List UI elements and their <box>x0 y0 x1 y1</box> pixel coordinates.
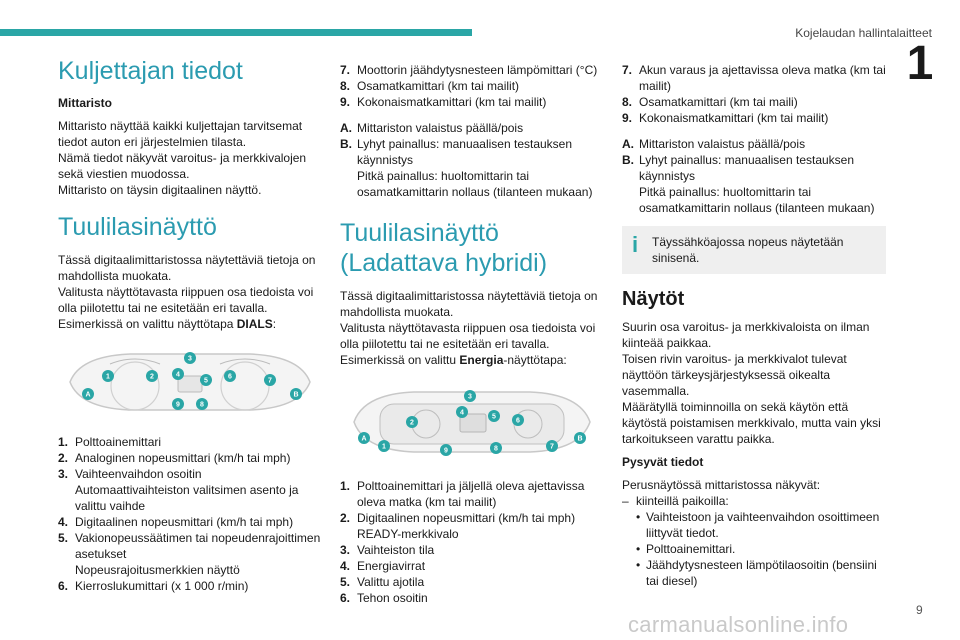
text-fragment: -näyttötapa: <box>503 353 567 367</box>
item-text: Vakionopeussäätimen tai nopeudenrajoittimen asetukset Nopeusrajoitusmerkkien näyttö <box>75 531 321 577</box>
list-item <box>622 493 886 509</box>
item-number: 6. <box>340 591 351 605</box>
item-text: Kierroslukumittari (x 1 000 r/min) <box>75 579 249 593</box>
item-number: 4. <box>58 515 69 529</box>
item-number: 3. <box>58 467 69 481</box>
callout-3: 3 <box>468 393 472 401</box>
text-line: Tässä digitaalimittaristossa näytettäviä tietoja on mahdollista muokata. <box>340 289 598 319</box>
item-number: 9. <box>622 111 633 125</box>
legend-list-buttons-2 <box>622 136 886 216</box>
text-fragment: Esimerkissä on valittu näyttötapa <box>58 317 237 331</box>
list-item <box>58 434 322 450</box>
text-line: Toisen rivin varoitus- ja merkkivalot tulevat näyttöön tärkeysjärjestyksessä oikealta vasemmalla. <box>622 352 847 398</box>
item-text: Jäähdytysnesteen lämpötilaosoitin (bensiini tai diesel) <box>646 558 877 588</box>
callout-7: 7 <box>268 377 272 385</box>
item-text: Lyhyt painallus: manuaalisen testauksen käynnistys Pitkä painallus: huoltomittarin tai osamatkamittarin nollaus (tilanteen mukaan) <box>639 153 875 215</box>
item-number: 7. <box>340 63 351 77</box>
callout-5: 5 <box>204 377 208 385</box>
item-number: 9. <box>340 95 351 109</box>
item-text: Polttoainemittari ja jäljellä oleva ajettavissa oleva matka (km tai mailit) <box>357 479 585 509</box>
text-line: Suurin osa varoitus- ja merkkivaloista on ilman kiinteää paikkaa. <box>622 320 870 350</box>
text-line: Mittaristo näyttää kaikki kuljettajan tarvitsemat tiedot auton eri järjestelmien tilasta. <box>58 119 303 149</box>
section-title-hud: Tuulilasinäyttö <box>58 213 217 241</box>
item-number: A. <box>622 137 634 151</box>
dash-bullet: – <box>622 494 629 508</box>
item-number: B. <box>622 153 634 167</box>
dials-mode-label: DIALS <box>236 317 273 331</box>
subheading-permanent-info: Pysyvät tiedot <box>622 455 704 469</box>
item-text: Moottorin jäähdytysnesteen lämpömittari (°C) <box>357 63 598 77</box>
callout-6: 6 <box>516 417 520 425</box>
list-item <box>58 530 322 578</box>
list-item <box>636 541 886 557</box>
text-line: Valitusta näyttötavasta riippuen osa tiedoista voi olla piilotettu tai ne esitetään eri tavalla. <box>58 285 314 315</box>
list-item <box>58 514 322 530</box>
item-number: 7. <box>622 63 633 77</box>
item-text: kiinteillä paikoilla: <box>636 494 729 508</box>
item-text: Mittariston valaistus päällä/pois <box>639 137 806 151</box>
info-note <box>622 226 886 274</box>
info-icon: i <box>632 232 639 257</box>
column-1 <box>58 56 322 604</box>
chapter-number: 1 <box>906 37 934 90</box>
section-header: Kojelaudan hallintalaitteet <box>795 26 932 40</box>
callout-4: 4 <box>460 409 464 417</box>
section-title-driver-info: Kuljettajan tiedot <box>58 57 243 85</box>
item-number: 2. <box>58 451 69 465</box>
item-number: 5. <box>340 575 351 589</box>
callout-B: B <box>577 435 583 443</box>
item-text: Lyhyt painallus: manuaalisen testauksen käynnistys Pitkä painallus: huoltomittarin tai osamatkamittarin nollaus (tilanteen mukaan) <box>357 137 593 199</box>
callout-9: 9 <box>176 401 180 409</box>
item-text: Polttoainemittari <box>75 435 162 449</box>
column-2 <box>340 62 604 616</box>
callout-1: 1 <box>106 373 110 381</box>
item-number: A. <box>340 121 352 135</box>
callout-A: A <box>85 391 91 399</box>
item-text: Akun varaus ja ajettavissa oleva matka (km tai mailit) <box>639 63 886 93</box>
list-item <box>636 557 886 589</box>
legend-list-energy-cont <box>622 62 886 126</box>
list-item <box>340 574 604 590</box>
item-text: Analoginen nopeusmittari (km/h tai mph) <box>75 451 291 465</box>
list-item <box>340 478 604 510</box>
text-line: Mittaristo on täysin digitaalinen näyttö. <box>58 183 262 197</box>
callout-6: 6 <box>228 373 232 381</box>
item-text: Vaihteiston tila <box>357 543 435 557</box>
item-text: Vaihteistoon ja vaihteenvaihdon osoittimeen liittyvät tiedot. <box>646 510 880 540</box>
item-text: Valittu ajotila <box>357 575 425 589</box>
item-text: Osamatkamittari (km tai maili) <box>639 95 798 109</box>
item-text: Tehon osoitin <box>357 591 428 605</box>
text-line: Valitusta näyttötavasta riippuen osa tiedoista voi olla piilotettu tai ne esitetään eri tavalla. <box>340 321 596 351</box>
watermark: carmanualsonline.info <box>628 612 849 637</box>
item-text: Energiavirrat <box>357 559 426 573</box>
text-fragment: Esimerkissä on valittu <box>340 353 460 367</box>
item-number: 8. <box>340 79 351 93</box>
callout-1: 1 <box>382 443 386 451</box>
header-accent-bar <box>0 29 472 36</box>
list-item <box>58 466 322 514</box>
text-line: Tässä digitaalimittaristossa näytettäviä tietoja on mahdollista muokata. <box>58 253 316 283</box>
item-text: Digitaalinen nopeusmittari (km/h tai mph) <box>75 515 294 529</box>
callout-B: B <box>293 391 299 399</box>
list-item <box>340 590 604 606</box>
column-3 <box>622 62 886 589</box>
item-number: 1. <box>58 435 69 449</box>
callout-5: 5 <box>492 413 496 421</box>
list-item <box>58 578 322 594</box>
page-number: 9 <box>916 603 923 617</box>
callout-7: 7 <box>550 443 554 451</box>
text-line: Nämä tiedot näkyvät varoitus- ja merkkivalojen sekä viestien muodossa. <box>58 151 307 181</box>
list-item <box>622 94 886 110</box>
list-item <box>340 62 604 78</box>
legend-list-dials <box>58 434 322 594</box>
paragraph-hud-hybrid <box>340 288 604 368</box>
list-item <box>622 62 886 94</box>
item-number: 3. <box>340 543 351 557</box>
item-number: 8. <box>622 95 633 109</box>
list-item <box>622 110 886 126</box>
item-number: 5. <box>58 531 69 545</box>
callout-4: 4 <box>176 371 180 379</box>
item-number: 2. <box>340 511 351 525</box>
callout-8: 8 <box>494 445 498 453</box>
legend-list-dials-cont <box>340 62 604 110</box>
callout-8: 8 <box>200 401 204 409</box>
legend-list-energy <box>340 478 604 606</box>
dashboard-diagram-energy <box>342 382 602 462</box>
paragraph-displays <box>622 319 886 447</box>
paragraph-instrument-panel <box>58 118 322 198</box>
list-item <box>340 542 604 558</box>
item-number: 1. <box>340 479 351 493</box>
item-text: Kokonaismatkamittari (km tai mailit) <box>357 95 547 109</box>
bullet: • <box>636 510 641 524</box>
item-text: Osamatkamittari (km tai mailit) <box>357 79 520 93</box>
item-number: 6. <box>58 579 69 593</box>
list-item <box>636 509 886 541</box>
list-item <box>340 136 604 200</box>
paragraph-permanent-info: Perusnäytössä mittaristossa näkyvät: <box>622 478 821 492</box>
subheading-instrument-panel: Mittaristo <box>58 96 112 110</box>
list-item <box>622 136 886 152</box>
callout-A: A <box>361 435 367 443</box>
list-item <box>622 152 886 216</box>
dashboard-diagram-dials <box>60 346 320 418</box>
callout-2: 2 <box>410 419 414 427</box>
list-item <box>340 78 604 94</box>
item-text: Polttoainemittari. <box>646 542 736 556</box>
callout-2: 2 <box>150 373 154 381</box>
item-text: Vaihteenvaihdon osoitin Automaattivaihteiston valitsimen asento ja valittu vaihde <box>75 467 299 513</box>
text-line <box>58 316 322 332</box>
legend-list-buttons <box>340 120 604 200</box>
section-title-displays: Näytöt <box>622 288 685 310</box>
item-text: Kokonaismatkamittari (km tai mailit) <box>639 111 829 125</box>
list-item <box>340 120 604 136</box>
item-number: 4. <box>340 559 351 573</box>
callout-9: 9 <box>444 447 448 455</box>
list-item <box>340 510 604 542</box>
energy-mode-label: Energia <box>459 353 504 367</box>
list-item <box>340 94 604 110</box>
paragraph-hud <box>58 252 322 332</box>
callout-3: 3 <box>188 355 192 363</box>
note-text: Täyssähköajossa nopeus näytetään sinisenä. <box>652 235 844 265</box>
text-line <box>340 352 604 368</box>
list-item <box>340 558 604 574</box>
item-text: Digitaalinen nopeusmittari (km/h tai mph) READY-merkkivalo <box>357 511 576 541</box>
item-number: B. <box>340 137 352 151</box>
item-text: Mittariston valaistus päällä/pois <box>357 121 524 135</box>
dash-list <box>622 493 886 509</box>
section-title-hud-hybrid: Tuulilasinäyttö (Ladattava hybridi) <box>340 219 548 277</box>
bullet: • <box>636 558 641 572</box>
list-item <box>58 450 322 466</box>
text-fragment: : <box>272 317 277 331</box>
text-line: Määrätyllä toiminnoilla on sekä käytön että käytöstä poistamisen merkkivalo, mutta vain yksi tarkoitukseen varattu paikka. <box>622 400 881 446</box>
bullet: • <box>636 542 641 556</box>
bullet-list <box>622 509 886 589</box>
